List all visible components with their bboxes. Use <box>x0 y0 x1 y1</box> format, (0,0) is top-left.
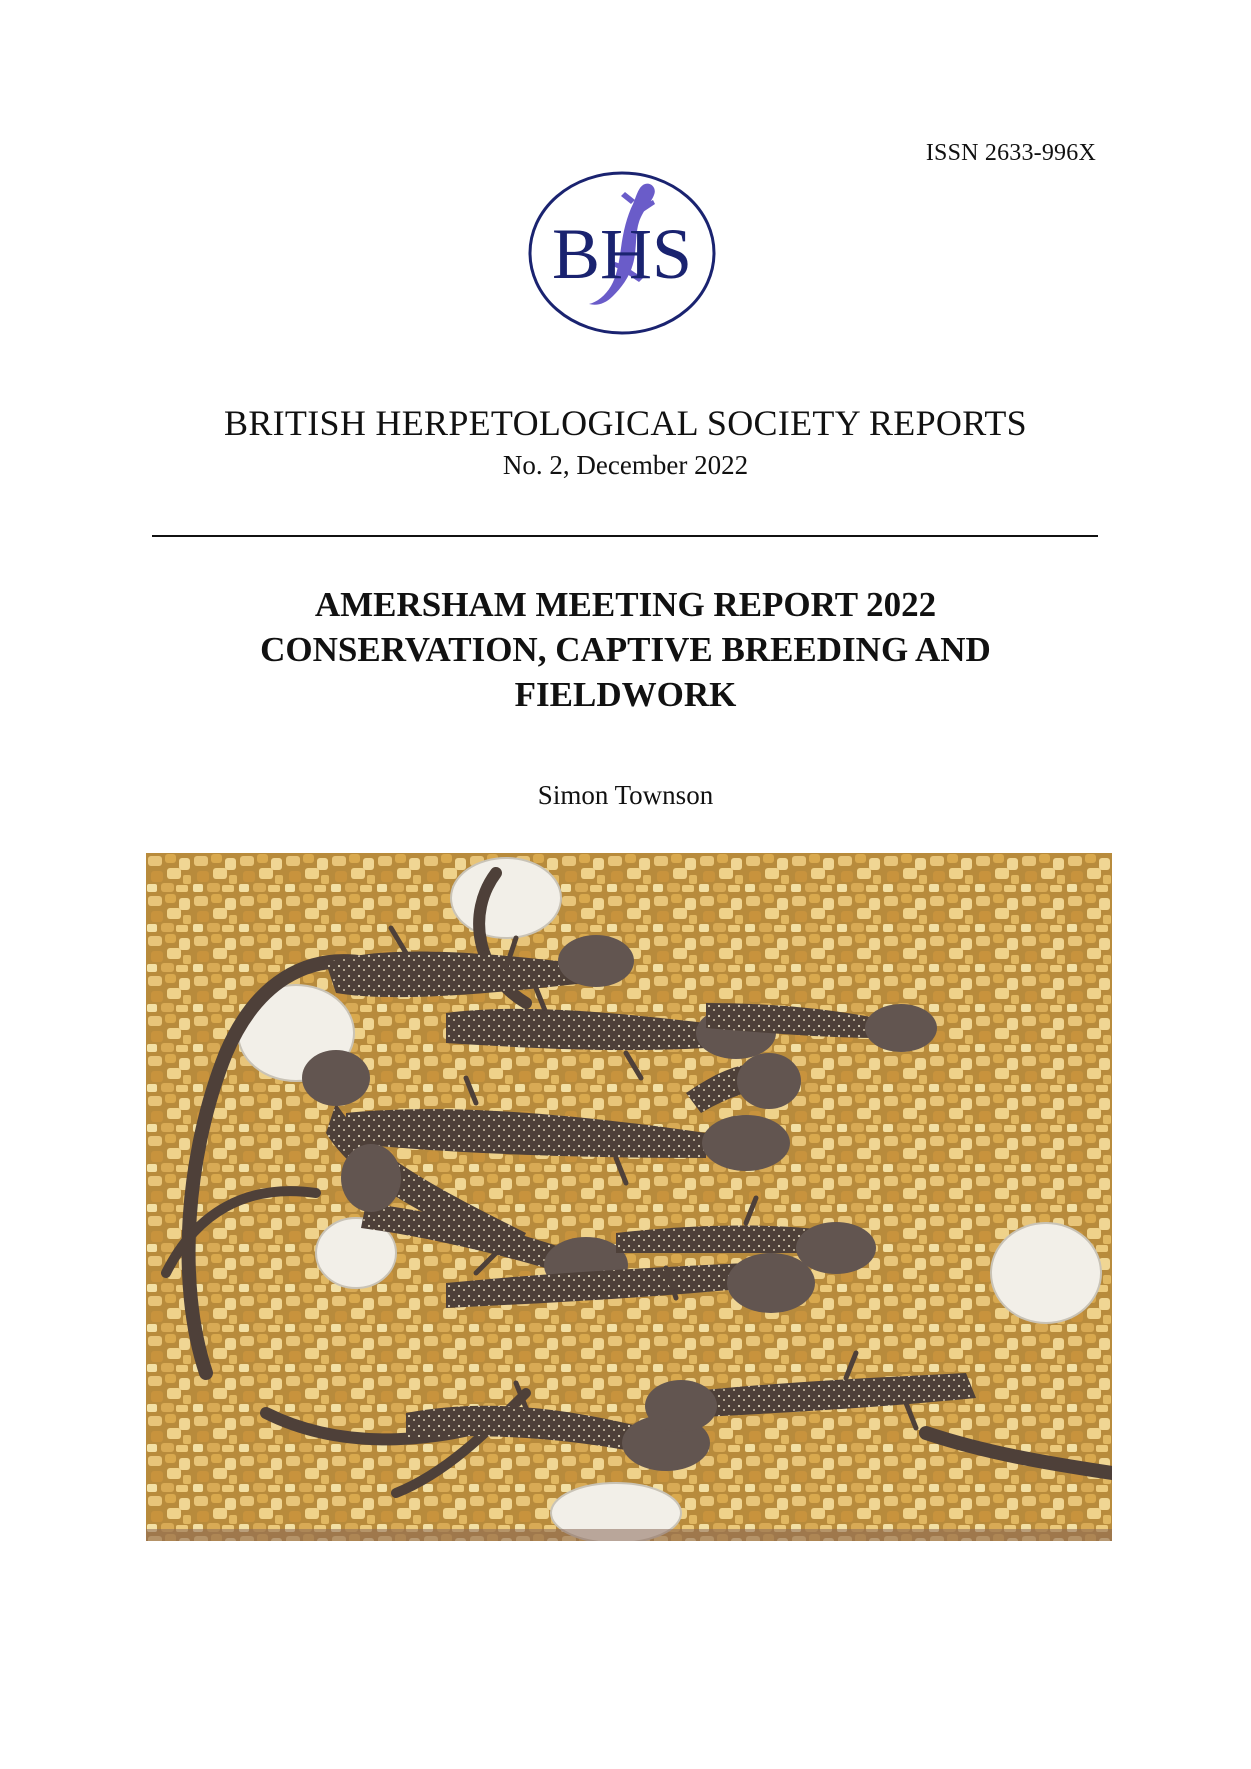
series-title: BRITISH HERPETOLOGICAL SOCIETY REPORTS <box>224 403 1027 443</box>
hatchling-lizards-photo <box>146 853 1112 1541</box>
report-title <box>150 582 1101 717</box>
cover-photo <box>146 853 1112 1541</box>
report-title-line: CONSERVATION, CAPTIVE BREEDING AND <box>260 630 991 669</box>
report-title-line: AMERSHAM MEETING REPORT 2022 <box>314 585 937 624</box>
divider-rule <box>152 535 1098 537</box>
logo-text: BHS <box>551 214 693 294</box>
report-title-line: FIELDWORK <box>514 675 737 714</box>
bhs-logo <box>527 170 717 336</box>
issue-number: No. 2, December 2022 <box>502 450 749 480</box>
lizard-logo-icon <box>527 170 717 336</box>
issn-number: ISSN 2633-996X <box>925 140 1096 166</box>
author-name: Simon Townson <box>537 780 714 810</box>
